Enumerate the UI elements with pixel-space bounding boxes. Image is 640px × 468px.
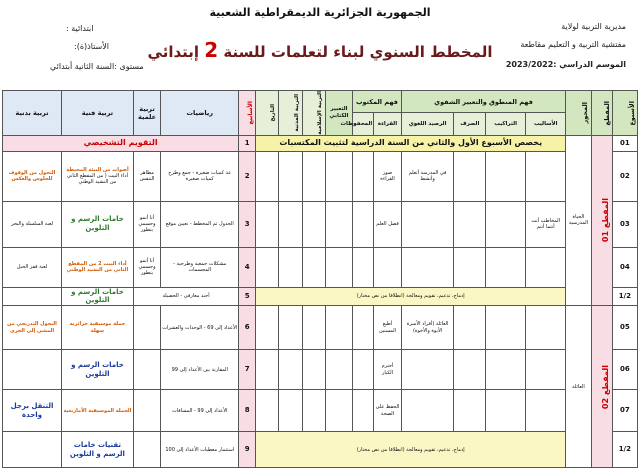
table-cell [526, 390, 566, 432]
col-segment [591, 91, 612, 136]
table-row [3, 432, 638, 468]
plan-title-number: 2 [204, 38, 219, 62]
table-cell [454, 151, 486, 201]
table-cell: 1/2 [612, 287, 637, 306]
table-cell: أجند معارفي - الحصيلة [133, 287, 238, 306]
table-cell: الجدول ثم المخطط - تعيين موقع [161, 201, 239, 247]
col-art: تربية فنية [62, 91, 134, 136]
table-cell [325, 201, 352, 247]
school-label: ابتدائية : [66, 24, 94, 33]
table-cell [486, 151, 526, 201]
table-cell: الأعداد إلى 69 - الوحدات والعشرات [161, 306, 239, 350]
table-cell: 02 [612, 151, 637, 201]
table-cell: أحترم الكبار [374, 350, 401, 390]
table-cell [256, 306, 279, 350]
table-cell: العائلة (أفراد الأسرة الأبوة والأخوة) [401, 306, 454, 350]
table-cell [353, 151, 374, 201]
col-islamic [302, 91, 325, 136]
axis-2-label: العائلة [566, 306, 591, 468]
col-structures: التراكيب [486, 113, 526, 135]
table-row [3, 350, 638, 390]
table-row [3, 287, 638, 306]
table-cell: عد كميات صغيرة - جمع وطرح كميات صغيرة [161, 151, 239, 201]
cell-text: المقطع 01 [600, 198, 610, 243]
table-cell [401, 390, 454, 432]
col-written-group: فهم المكتوب [353, 91, 402, 113]
table-cell: 9 [239, 432, 256, 468]
table-row [3, 135, 638, 151]
table-cell: 1 [239, 135, 256, 151]
table-cell: 5 [239, 287, 256, 306]
table-cell [133, 350, 160, 390]
table-cell: أطيع المسنين [374, 306, 401, 350]
table-cell: 01 [612, 135, 637, 151]
table-cell [256, 350, 279, 390]
cell-text: المحور [581, 102, 590, 124]
table-cell: مظاهر التنفس [133, 151, 160, 201]
cell-text: التربية الإسلامية [316, 91, 323, 135]
table-cell: 6 [239, 306, 256, 350]
table-row [3, 247, 638, 287]
col-axis [566, 91, 591, 136]
table-cell [486, 390, 526, 432]
cell-text: التربية المدنية [293, 94, 300, 132]
table-cell [325, 151, 352, 201]
table-cell [256, 151, 279, 201]
table-cell: 7 [239, 350, 256, 390]
table-cell [325, 350, 352, 390]
directorate-label: مديرية التربية لولاية [561, 22, 626, 31]
col-oral-group: فهم المنطوق والتعبير الشفوي [401, 91, 566, 113]
table-cell: تقنيات خامات الرسم و التلوين [62, 432, 134, 468]
segment-2-label [591, 306, 612, 468]
table-cell: الأعداد إلى 99 - المسافات [161, 390, 239, 432]
cell-text: التاريخ [270, 104, 277, 122]
table-cell [3, 350, 62, 390]
table-cell [401, 201, 454, 247]
table-row [3, 151, 638, 201]
plan-title [140, 38, 500, 62]
table-cell [256, 390, 279, 432]
table-cell [454, 247, 486, 287]
table-cell [526, 247, 566, 287]
table-cell [486, 350, 526, 390]
table-cell: خامات الرسم و التلوين [62, 350, 134, 390]
level-label: مستوى :السنة الثانية أبتدائي [50, 62, 144, 71]
table-cell [62, 151, 134, 201]
table-cell [279, 306, 302, 350]
table-cell: استثمار معطيات الأعداد إلى 100 [161, 432, 239, 468]
table-cell: لعبة قفز الحبل [3, 247, 62, 287]
table-cell: 8 [239, 390, 256, 432]
table-cell [454, 201, 486, 247]
table-cell [279, 390, 302, 432]
table-cell [302, 306, 325, 350]
cell-text: الأسابيع [246, 101, 254, 125]
diagnostic-assessment: التقويم التشخيصي [3, 135, 239, 151]
table-cell: المقارنة بين الأعداد إلى 99 [161, 350, 239, 390]
col-morph: الصرف [454, 113, 486, 135]
table-cell [3, 432, 62, 468]
table-cell: 06 [612, 350, 637, 390]
table-cell [486, 306, 526, 350]
col-history [256, 91, 279, 136]
republic-header: الجمهورية الجزائرية الديمقراطية الشعبية [209, 6, 431, 19]
table-row [3, 201, 638, 247]
table-cell [526, 151, 566, 201]
table-cell [302, 350, 325, 390]
table-cell [302, 201, 325, 247]
table-cell: 2 [239, 151, 256, 201]
table-cell: أنا أنمو وجسمي يتطور [133, 247, 160, 287]
table-cell [353, 201, 374, 247]
cell-text: أداء البيت ( من المقطع الثاني من النشيد الوطني [66, 173, 129, 186]
table-cell: 05 [612, 306, 637, 350]
table-cell: 04 [612, 247, 637, 287]
table-cell: لعبة السلسلة والبحر [3, 201, 62, 247]
table-cell: في المدرسة أتعلم وأنشط [401, 151, 454, 201]
table-cell: الحفظ على الصحة [374, 390, 401, 432]
teacher-label: الأستاذ(ة): [74, 42, 110, 51]
table-cell: الجملة الموسيقية الأمازيغية [62, 390, 134, 432]
col-reading: القراءة [374, 113, 401, 135]
col-pe: تربية بدنية [3, 91, 62, 136]
table-cell [486, 201, 526, 247]
table-cell: أنا أنمو وجسمي يتطور [133, 201, 160, 247]
table-cell: 1/2 [612, 432, 637, 468]
table-cell: خامات الرسم و التلوين [62, 201, 134, 247]
table-cell: فضل العلم [374, 201, 401, 247]
segment-1-label [591, 135, 612, 306]
table-cell [279, 350, 302, 390]
col-expression: التعبير الكتابي [325, 91, 352, 136]
table-cell [133, 306, 160, 350]
integration-row: إدماج، تدعيم، تقويم ومعالجة (انطلاقا من نص مختار) [256, 287, 566, 306]
integration-row-2: إدماج، تدعيم، تقويم ومعالجة (انطلاقا من نص مختار) [256, 432, 566, 468]
table-cell: أداء البيت 2 من المقطع الثاني من النشيد الوطني [62, 247, 134, 287]
cell-text: المقطع [602, 100, 611, 126]
table-cell: مشكلات جمعية وطرحية - المجسمات [161, 247, 239, 287]
table-row [3, 306, 638, 350]
school-year-label: الموسم الدراسي :2023/2022 [505, 60, 626, 69]
table-cell [401, 350, 454, 390]
table-cell [256, 201, 279, 247]
table-cell [454, 306, 486, 350]
table-cell [353, 350, 374, 390]
plan-title-part2: إبتدائي [147, 43, 200, 61]
table-cell: التحول التدريجي من المشي إلى الجري [3, 306, 62, 350]
table-cell [279, 151, 302, 201]
table-cell [353, 247, 374, 287]
table-cell: خامات الرسم و التلوين [62, 287, 134, 306]
inspectorate-label: مفتشية التربية و التعليم مقاطعة [520, 40, 626, 49]
col-week [612, 91, 637, 136]
col-math: رياضيات [161, 91, 239, 136]
col-styles: الأساليب [526, 113, 566, 135]
table-cell [353, 306, 374, 350]
table-cell: 4 [239, 247, 256, 287]
table-cell [279, 201, 302, 247]
table-cell: جملة موسيقية جزائرية سهلة [62, 306, 134, 350]
table-cell [353, 390, 374, 432]
table-cell [325, 390, 352, 432]
table-cell: 03 [612, 201, 637, 247]
col-vocab: الرصيد اللغوي [401, 113, 454, 135]
table-cell: 07 [612, 390, 637, 432]
table-cell [256, 247, 279, 287]
table-cell [279, 247, 302, 287]
table-cell [526, 306, 566, 350]
col-civic [279, 91, 302, 136]
cell-text: المقطع 02 [600, 364, 610, 409]
table-cell: المخاطب أنت أنتما أنتم [526, 201, 566, 247]
table-row [3, 390, 638, 432]
table-cell [302, 247, 325, 287]
table-cell: صور القراءة [374, 151, 401, 201]
table-cell [133, 432, 160, 468]
table-cell: 3 [239, 201, 256, 247]
table-cell [3, 287, 62, 306]
table-cell [325, 247, 352, 287]
col-weeks-num [239, 91, 256, 136]
table-cell [133, 390, 160, 432]
table-cell [454, 350, 486, 390]
table-cell [302, 151, 325, 201]
col-memorized: المحفوظات [353, 113, 374, 135]
week1-text: يخصص الأسبوع الأول والثاني من السنة الدراسية لتثبيت المكتسبات [256, 135, 566, 151]
cell-text: أصوات من البيئة المحيطة [66, 166, 129, 173]
table-cell [374, 247, 401, 287]
table-cell [302, 390, 325, 432]
table-cell [526, 350, 566, 390]
col-science: تربية علمية [133, 91, 160, 136]
table-cell [454, 390, 486, 432]
table-cell [486, 247, 526, 287]
axis-1-label: الحياة المدرسية [566, 135, 591, 306]
table-cell: التحول من الوقوف للجلوس والعكس [3, 151, 62, 201]
plan-title-part1: المخطط السنوي لبناء لتعلمات للسنة [223, 43, 493, 61]
annual-plan-table [2, 90, 638, 468]
cell-text: الأسبوع [627, 100, 636, 126]
table-cell [401, 247, 454, 287]
table-cell [325, 306, 352, 350]
table-cell: التنقل برجل واحدة [3, 390, 62, 432]
